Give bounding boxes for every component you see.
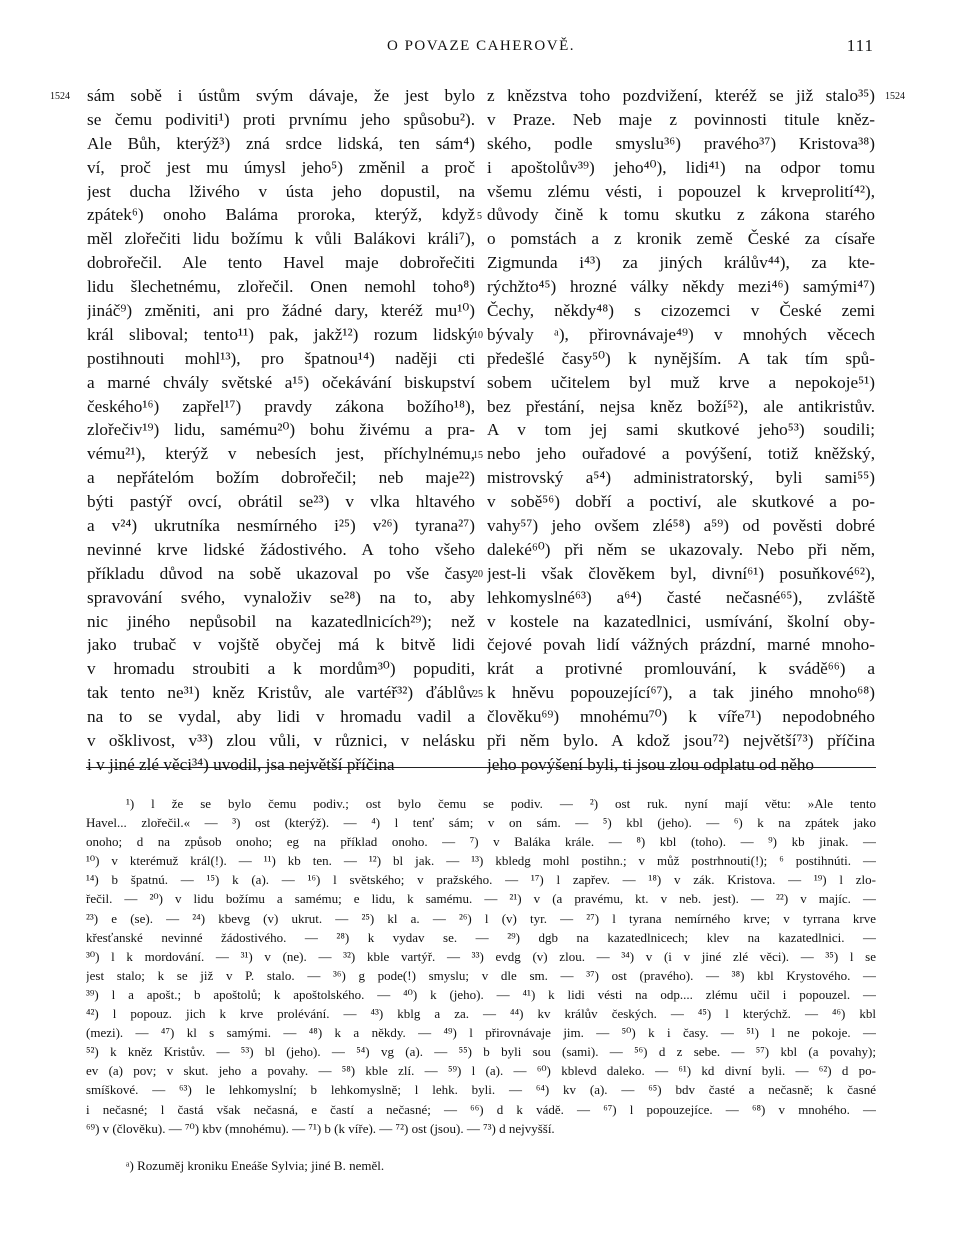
footnote-line: ¹⁰) v kterémuž král(!). — ¹¹) kb ten. — ¹²) bl jak. — ¹³) kbledg mohl postihn.; v můž postrhnouti(!); ⁶ postihnúti. — [86, 853, 876, 869]
footnote-line: ⁵²) k kněz Kristův. — ⁵³) bl (jeho). — ⁵⁴) vg (a). — ⁵⁵) b byli sou (sami). — ⁵⁶) d z sebe. — ⁵⁷) kbl (a povahy); [86, 1044, 876, 1060]
footnote-line: smíškové. — ⁶³) le lehkomyslní; b lehkomyslně; l lehk. byli. — ⁶⁴) kv (a). — ⁶⁵) bdv časté a nečasně; k časné [86, 1082, 876, 1098]
text-line: jeho povýšení byli, ti jsou zlou odplatu od něho [487, 754, 815, 774]
footnote-separator [86, 767, 876, 768]
text-line: v kostele na kazatedlnici, usmívání, školní oby- [487, 611, 875, 631]
text-line: Zigmunda i⁴³) za jiných králův⁴⁴), za kte- [487, 253, 875, 273]
line-number: 15 [473, 450, 483, 461]
text-line: důvody čině k tomu skutku z zákona starého [487, 205, 875, 225]
text-line: českého¹⁶) zapřel¹⁷) pravdy zákona božího¹⁸), [87, 396, 475, 416]
text-line: bez přestání, nejsa kněz boží⁵²), ale antikristův. [487, 396, 875, 416]
footnote-line: ¹⁴) b špatnú. — ¹⁵) k (a). — ¹⁶) l světského; v pražského. — ¹⁷) l zapřev. — ¹⁸) v zák. Kristova. — ¹⁹) l zlo- [86, 872, 876, 888]
footnote-line: ¹) l že se bylo čemu podiv.; ost bylo čemu se podiv. — ²) ost ruk. nyní mají větu: »Ale tento [126, 796, 876, 811]
text-line: jest ducha lživého v ústa jeho dopustil, na [87, 181, 475, 201]
text-line: o pomstách a z kronik země České za císaře [487, 229, 875, 249]
text-line: mistrovský a⁵⁴) administratorský, byli sami⁵⁵) [487, 468, 875, 488]
footnote-line: ³⁹) l a apošt.; b apoštolů; k apoštolského. — ⁴⁰) k (jeho). — ⁴¹) k lidi vésti na odp.... zlému učil i popouzel. — [86, 986, 876, 1002]
text-line: lidu šlechetnému, zlořečil. Onen nemohl toho⁸) [87, 277, 475, 297]
text-line: daleké⁶⁰) při něm se ukazovaly. Nebo při něm, [487, 539, 875, 559]
text-line: v Praze. Neb maje z povinnosti titule kněz- [487, 109, 875, 129]
text-line: nevinné krve lidské žádostivého. A toho všeho [87, 539, 475, 559]
footnote-line: řečil. — ²⁰) v lidu božímu a samému; e lidu, k samému. — ²¹) v (a pravému, kt. v neb. jest). — ²²) v majíc. — [86, 891, 876, 907]
text-line: z knězstva toho pozdvižení, kteréž se již stalo³⁵) [487, 86, 875, 105]
text-line: A v tom jej sami skutkové jeho⁵³) soudili; [487, 420, 875, 440]
text-line: a marné chvály světské a¹⁵) očekávání biskupství [87, 372, 475, 392]
text-line: vahy⁵⁷) jeho ovšem zlé⁵⁸) a⁵⁹) od pověsti dobré [487, 516, 875, 536]
footnote-line: ⁴²) l popouz. jich k krve prolévání. — ⁴³) kblg a za. — ⁴⁴) kv králův českých. — ⁴⁵) l kterýchž. — ⁴⁶) kbl [86, 1006, 876, 1022]
text-line: při něm bylo. A kdož jsou⁷²) největší⁷³) příčina [487, 731, 875, 751]
text-line: příkladu důvod na sobě ukazoval po vše časy [87, 563, 475, 583]
text-line: člověku⁶⁹) mnohému⁷⁰) k víře⁷¹) nepodobného [487, 707, 875, 727]
footnote-line: ⁶⁹) v (člověku). — ⁷⁰) kbv (mnohému). — ⁷¹) b (k víře). — ⁷²) ost (jsou). — ⁷³) d nejvyšší. [86, 1120, 555, 1136]
text-line: ského, podle smyslu³⁶) pravého³⁷) Kristova³⁸) [487, 133, 875, 153]
text-line: Ale Bůh, kterýž³) zná srdce lidská, ten sám⁴) [87, 133, 475, 153]
footnote-line: jest stalo; k se již v P. stalo. — ³⁶) g pode(!) smyslu; v dle sm. — ³⁷) ost (pravého). — ³⁸) kbl Krystového. — [86, 967, 876, 983]
text-line: vému²¹), kterýž v nebesích jest, příchylnému, [87, 444, 475, 464]
line-number: 10 [473, 330, 483, 341]
text-line: čejové povah lidí vážných prázdní, marné mnoho- [487, 635, 875, 655]
line-number: 5 [477, 211, 482, 222]
text-line: jináč⁹) změniti, ani pro žádné dary, kteréž mu¹⁰) [87, 301, 475, 321]
text-line: i apoštolův³⁹) jeho⁴⁰), lidi⁴¹) na odpor tomu [487, 157, 875, 177]
text-line: předešlé časy⁵⁰) k nynějším. A tak tím spů- [487, 348, 875, 368]
text-line: k hněvu popouzející⁶⁷), a tak jiného mnoho⁶⁸) [487, 683, 875, 703]
footnote-a: ᵃ) Rozuměj kroniku Eneáše Sylvia; jiné B. neměl. [126, 1158, 385, 1173]
text-line: krát a protivné promlouvání, k svádě⁶⁶) a [487, 659, 875, 679]
text-line: se čemu podiviti¹) proti prvnímu jeho spůsobu²). [87, 109, 475, 129]
footnote-line: ³⁰) l k mordování. — ³¹) v (ne). — ³²) kble vartýř. — ³³) evdg (v) zlou. — ³⁴) v (i v jiné zlé věci). — ³⁵) l se [86, 948, 876, 964]
text-line: postihnouti mohl¹³), pro špatnou¹⁴) naději cti [87, 348, 475, 368]
text-line: král sliboval; tento¹¹) pak, jakž¹²) rozum lidský [87, 324, 475, 344]
footnote-line: ²³) e (se). — ²⁴) kbevg (v) ukrut. — ²⁵) kl a. — ²⁶) l (v) tyr. — ²⁷) l tyrana nemírného krve; v tyrrana krve [86, 910, 876, 926]
line-number: 25 [473, 689, 483, 700]
footnote-line: i nečasné; l častá však nečasná, e častí a nečasné; — ⁶⁶) d k vádě. — ⁶⁷) l popouzejíce. — ⁶⁸) v mnohého. — [86, 1101, 876, 1117]
text-line: jako trubač v vojště obyčej má k bitvě lidi [87, 635, 475, 655]
right-column [487, 84, 875, 777]
line-number: 20 [473, 569, 483, 580]
text-line: v ošklivost, v³³) zlou vůli, v různici, v nelásku [87, 731, 475, 751]
running-header [86, 34, 876, 58]
text-line: nic jiného nepůsobil na kazatedlnicích²⁹); než [87, 611, 475, 631]
footnote-line: (mezi). — ⁴⁷) kl s samými. — ⁴⁸) k a někdy. — ⁴⁹) l přirovnávaje jim. — ⁵⁰) k i časy. — ⁵¹) l ne pokoje. — [86, 1025, 876, 1041]
text-line: sám sobě i ústům svým dávaje, že jest bylo [87, 86, 475, 105]
text-line: dobrořečil. Ale tento Havel maje dobrořečiti [87, 253, 475, 273]
text-line: býti pastýř ovcí, obrátil se²³) v vlka hltavého [87, 492, 475, 512]
text-line: lehkomyslné⁶³) a⁶⁴) časté nečasné⁶⁵), zvláště [487, 587, 875, 607]
text-line: rýchžto⁴⁵) hrozné války někdy mezi⁴⁶) samými⁴⁷) [487, 277, 875, 297]
footnote-line: ev (a) pov; v skut. jeho a povahy. — ⁵⁸) kble zlí. — ⁵⁹) l (a). — ⁶⁰) kblevd daleko. — ⁶¹) kd divní byli. — ⁶²) d po- [86, 1063, 876, 1079]
text-line: ví, proč jest mu úmysl jeho⁵) změnil a proč [87, 157, 475, 177]
text-line: sobem učitelem byl muž krve a nepokoje⁵¹) [487, 372, 875, 392]
text-line: bývaly ᵃ), přirovnávaje⁴⁹) v mnohých věcech [487, 324, 875, 344]
footnote-line: Havel... zlořečil.« — ³) ost (kterýž). — ⁴) l tenť sám; v on sám. — ⁵) kbl (jeho). — ⁶) k na zpátek jako [86, 815, 876, 831]
text-line: Čechy, někdy⁴⁸) s cizozemci v České zemi [487, 301, 875, 321]
footnotes [86, 794, 876, 1138]
text-line: měl zlořečiti lidu božímu k vůli Balákovi králi⁷), [87, 229, 475, 249]
text-line: spravování svého, vynaloživ se²⁸) na to, aby [87, 587, 475, 607]
page-number: 111 [846, 36, 874, 55]
footnote-line: onoho; d na způsob onoho; eg na příklad onoho. — ⁷) v Baláka krále. — ⁸) kbl (toho). — ⁹) kb jinak. — [86, 834, 876, 850]
running-title: O POVAZE CAHEROVĚ. [387, 38, 575, 54]
text-line: na to se vydal, aby lidi v hromadu vadil a [87, 707, 475, 727]
footnote-line: křesťanské nevinné žádostivého. — ²⁸) k vydav se. — ²⁹) dgb na kazatedlnicech; klev na kazatedlnici. — [86, 929, 876, 945]
text-line: nebo jeho ouřadové a povýšení, totiž kněžský, [487, 444, 875, 464]
margin-year-left: 1524 [50, 91, 70, 102]
text-line: jest-li však člověkem byl, divní⁶¹) posuňkové⁶²), [487, 563, 875, 583]
text-line: a v²⁴) ukrutníka nesmírného i²⁵) v²⁶) tyrana²⁷) [87, 516, 475, 536]
text-line: zpátek⁶) onoho Baláma proroka, kterýž, když [87, 205, 475, 225]
text-line: v sobě⁵⁶) dobří a poctiví, ale skutkové a po- [487, 492, 875, 512]
text-line: tak tento ne³¹) kněz Kristův, ale vartéř³²) ďáblův [87, 683, 475, 703]
text-line: všemu zlému vésti, i popouzel k krveprolití⁴²), [487, 181, 875, 201]
margin-year-right: 1524 [885, 91, 905, 102]
text-line: a nepřátelóm božím dobrořečil; neb maje²²) [87, 468, 475, 488]
text-line: zlořečiv¹⁹) lidu, samému²⁰) bohu živému a pra- [87, 420, 475, 440]
text-line: v hromadu stroubiti a k mordům³⁰) popuditi, [87, 659, 475, 679]
text-line: i v jiné zlé věci³⁴) uvodil, jsa největší příčina [87, 754, 395, 774]
left-column [87, 84, 475, 777]
